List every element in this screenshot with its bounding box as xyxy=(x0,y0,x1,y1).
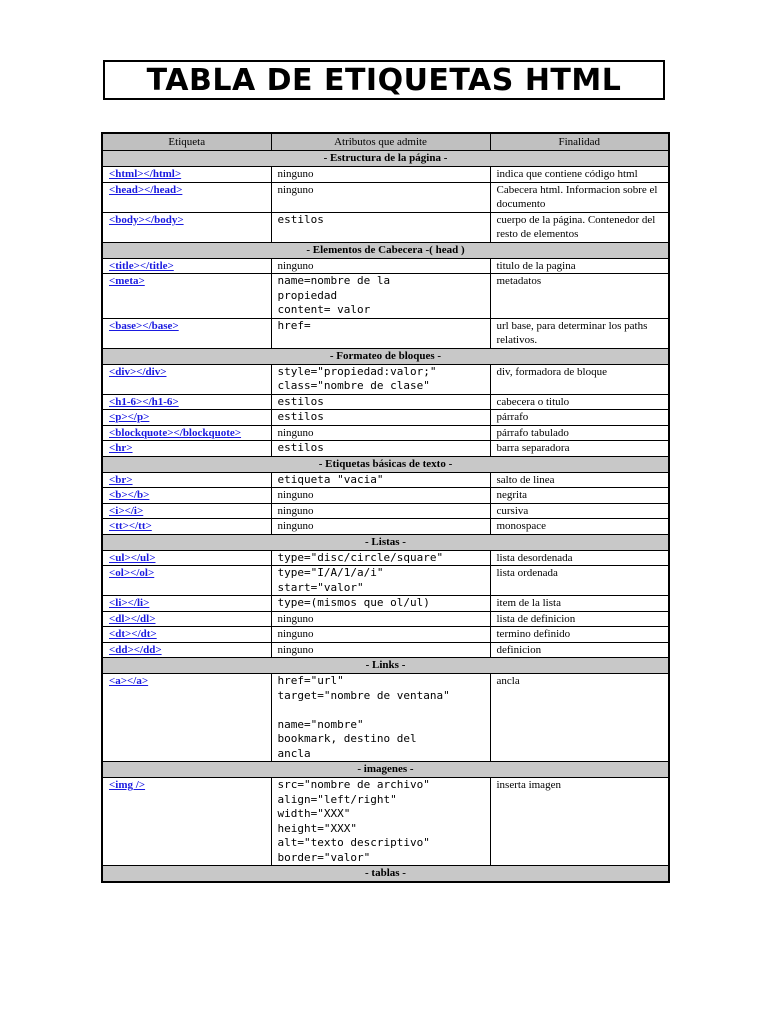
tag-link[interactable]: <head></head> xyxy=(109,183,183,196)
section-title: - Links - xyxy=(102,658,669,674)
table-row xyxy=(102,627,669,643)
tag-cell xyxy=(102,182,271,212)
attributes-cell: type="I/A/1/a/i" start="valor" xyxy=(271,566,490,596)
section-header-row xyxy=(102,456,669,472)
document-title: TABLA DE ETIQUETAS HTML xyxy=(146,62,622,98)
tag-link[interactable]: <b></b> xyxy=(109,489,150,501)
attributes-cell: estilos xyxy=(271,394,490,410)
purpose-cell: monospace xyxy=(490,519,669,535)
section-title: - tablas - xyxy=(102,866,669,883)
table-row xyxy=(102,503,669,519)
table-row xyxy=(102,674,669,762)
purpose-cell: Cabecera html. Informacion sobre el documento xyxy=(490,182,669,212)
header-finalidad: Finalidad xyxy=(490,133,669,151)
tag-cell xyxy=(102,318,271,348)
attributes-cell: href="url" target="nombre de ventana" name="nombre" bookmark, destino del ancla xyxy=(271,674,490,762)
section-title: - imagenes - xyxy=(102,762,669,778)
purpose-cell: párrafo tabulado xyxy=(490,425,669,441)
purpose-cell: negrita xyxy=(490,488,669,504)
attributes-cell: estilos xyxy=(271,441,490,457)
table-row xyxy=(102,596,669,612)
table-row xyxy=(102,488,669,504)
tag-link[interactable]: <li></li> xyxy=(109,597,150,609)
tag-cell xyxy=(102,425,271,441)
section-header-row xyxy=(102,866,669,883)
table-row xyxy=(102,318,669,348)
attributes-cell: ninguno xyxy=(271,627,490,643)
tag-link[interactable]: <p></p> xyxy=(109,411,150,423)
tag-cell xyxy=(102,611,271,627)
attributes-cell: ninguno xyxy=(271,258,490,274)
tag-link[interactable]: <a></a> xyxy=(109,675,149,687)
attributes-cell: ninguno xyxy=(271,503,490,519)
table-row xyxy=(102,182,669,212)
tag-cell xyxy=(102,212,271,242)
purpose-cell: lista de definicion xyxy=(490,611,669,627)
table-row xyxy=(102,212,669,242)
document-title-box xyxy=(103,60,665,100)
attributes-cell: etiqueta "vacia" xyxy=(271,472,490,488)
tag-cell xyxy=(102,596,271,612)
table-row xyxy=(102,611,669,627)
tag-cell xyxy=(102,778,271,866)
tag-cell xyxy=(102,441,271,457)
purpose-cell: cursiva xyxy=(490,503,669,519)
tag-cell xyxy=(102,519,271,535)
tag-link[interactable]: <html></html> xyxy=(109,168,182,180)
attributes-cell: ninguno xyxy=(271,425,490,441)
tag-link[interactable]: <div></div> xyxy=(109,365,167,378)
purpose-cell: termino definido xyxy=(490,627,669,643)
tag-link[interactable]: <blockquote></blockquote> xyxy=(109,426,242,439)
tag-link[interactable]: <dt></dt> xyxy=(109,628,157,640)
attributes-cell: href= xyxy=(271,318,490,348)
purpose-cell: item de la lista xyxy=(490,596,669,612)
tag-link[interactable]: <i></i> xyxy=(109,504,144,517)
section-header-row xyxy=(102,242,669,258)
section-title: - Listas - xyxy=(102,534,669,550)
tag-cell xyxy=(102,550,271,566)
tag-link[interactable]: <body></body> xyxy=(109,213,184,226)
purpose-cell: url base, para determinar los paths relativos. xyxy=(490,318,669,348)
tag-link[interactable]: <h1-6></h1-6> xyxy=(109,395,179,408)
tag-link[interactable]: <base></base> xyxy=(109,319,179,332)
table-row xyxy=(102,472,669,488)
tag-link[interactable]: <tt></tt> xyxy=(109,520,152,532)
table-row xyxy=(102,519,669,535)
tag-cell xyxy=(102,503,271,519)
tag-cell xyxy=(102,627,271,643)
table-row xyxy=(102,778,669,866)
purpose-cell: definicion xyxy=(490,642,669,658)
tag-cell xyxy=(102,410,271,426)
tag-link[interactable]: <dd></dd> xyxy=(109,643,162,656)
tag-cell xyxy=(102,488,271,504)
tag-cell xyxy=(102,674,271,762)
section-title: - Elementos de Cabecera -( head ) xyxy=(102,242,669,258)
attributes-cell: estilos xyxy=(271,212,490,242)
tag-link[interactable]: <hr> xyxy=(109,442,133,454)
table-header-row xyxy=(102,133,669,151)
tag-cell xyxy=(102,566,271,596)
attributes-cell: ninguno xyxy=(271,519,490,535)
purpose-cell: salto de linea xyxy=(490,472,669,488)
section-header-row xyxy=(102,151,669,167)
section-header-row xyxy=(102,762,669,778)
tag-link[interactable]: <img /> xyxy=(109,779,146,791)
tag-link[interactable]: <br> xyxy=(109,473,133,486)
table-row xyxy=(102,566,669,596)
purpose-cell: párrafo xyxy=(490,410,669,426)
tag-link[interactable]: <title></title> xyxy=(109,259,174,272)
section-title: - Formateo de bloques - xyxy=(102,348,669,364)
table-row xyxy=(102,394,669,410)
table-row xyxy=(102,258,669,274)
attributes-cell: ninguno xyxy=(271,167,490,183)
attributes-cell: style="propiedad:valor;" class="nombre de clase" xyxy=(271,364,490,394)
table-row xyxy=(102,364,669,394)
attributes-cell: type=(mismos que ol/ul) xyxy=(271,596,490,612)
tag-cell xyxy=(102,274,271,319)
tag-cell xyxy=(102,642,271,658)
tag-cell xyxy=(102,394,271,410)
section-header-row xyxy=(102,534,669,550)
purpose-cell: barra separadora xyxy=(490,441,669,457)
purpose-cell: indica que contiene código html xyxy=(490,167,669,183)
section-header-row xyxy=(102,658,669,674)
attributes-cell: estilos xyxy=(271,410,490,426)
header-atributos: Atributos que admite xyxy=(271,133,490,151)
tag-cell xyxy=(102,167,271,183)
tag-link[interactable]: <dl></dl> xyxy=(109,612,156,625)
tag-cell xyxy=(102,472,271,488)
purpose-cell: lista ordenada xyxy=(490,566,669,596)
purpose-cell: lista desordenada xyxy=(490,550,669,566)
table-row xyxy=(102,642,669,658)
section-title: - Estructura de la página - xyxy=(102,151,669,167)
tag-cell xyxy=(102,364,271,394)
html-tags-table xyxy=(101,132,670,883)
table-row xyxy=(102,441,669,457)
tag-link[interactable]: <ol></ol> xyxy=(109,567,155,579)
section-header-row xyxy=(102,348,669,364)
table-row xyxy=(102,274,669,319)
purpose-cell: ancla xyxy=(490,674,669,762)
tag-link[interactable]: <meta> xyxy=(109,275,145,287)
table-row xyxy=(102,410,669,426)
purpose-cell: cuerpo de la página. Contenedor del resto de elementos xyxy=(490,212,669,242)
tag-link[interactable]: <ul></ul> xyxy=(109,551,156,564)
attributes-cell: name=nombre de la propiedad content= valor xyxy=(271,274,490,319)
attributes-cell: ninguno xyxy=(271,182,490,212)
attributes-cell: ninguno xyxy=(271,488,490,504)
attributes-cell: ninguno xyxy=(271,611,490,627)
purpose-cell: metadatos xyxy=(490,274,669,319)
attributes-cell: ninguno xyxy=(271,642,490,658)
purpose-cell: div, formadora de bloque xyxy=(490,364,669,394)
table-row xyxy=(102,550,669,566)
purpose-cell: cabecera o titulo xyxy=(490,394,669,410)
header-etiqueta: Etiqueta xyxy=(102,133,271,151)
table-row xyxy=(102,425,669,441)
section-title: - Etiquetas básicas de texto - xyxy=(102,456,669,472)
attributes-cell: type="disc/circle/square" xyxy=(271,550,490,566)
tag-cell xyxy=(102,258,271,274)
attributes-cell: src="nombre de archivo" align="left/right" width="XXX" height="XXX" alt="texto descriptivo" border="valor" xyxy=(271,778,490,866)
purpose-cell: inserta imagen xyxy=(490,778,669,866)
table-row xyxy=(102,167,669,183)
purpose-cell: titulo de la pagina xyxy=(490,258,669,274)
